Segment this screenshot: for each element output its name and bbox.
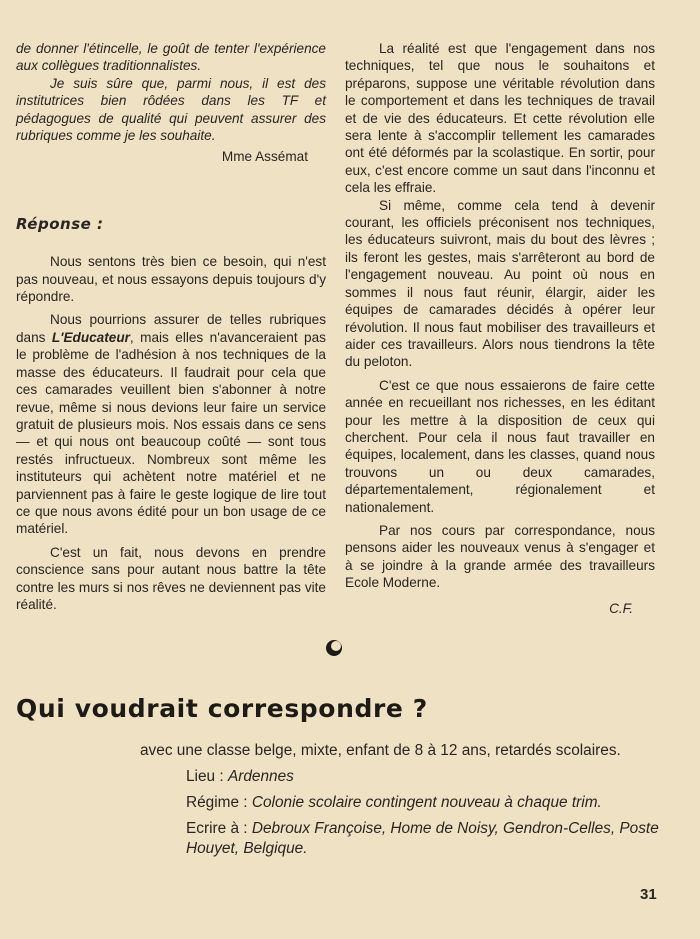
right-paragraph-2: Si même, comme cela tend à devenir courant, les officiels préconisent nos techniques, les éducateurs suivront, mais du bout des lèvres ; ils feront les gestes, mais s'arrêteront au bord de l'engagement nouveau. Au point où nous en sommes il nous faut réunir, élargir, aider les équipes de camarades décidés à opérer leur révolution. Il nous faut mobiliser des travailleurs et aider ces travailleurs. Alors nous tiendrons la tête du peloton. (345, 197, 655, 370)
right-paragraph-3: C'est ce que nous essaierons de faire cette année en recueillant nos richesses, en les éditant pour les mettre à la disposition de ceux qui cherchent. Pour cela il nous faut travailler en équipes, localement, dans les classes, quand nous trouvons un ou deux camarades, départementalement, régionalement et nationalement. (345, 377, 655, 515)
author-initials: C.F. (609, 600, 633, 616)
journal-title: L'Educateur (51, 329, 130, 345)
p4-pre: Nous pourrions assurer de telles rubriques dans (16, 312, 326, 345)
regime-value: Colonie scolaire contingent nouveau à chaque trim. (251, 794, 602, 811)
regime-label: Régime : (186, 794, 252, 811)
left-paragraph-2: Je suis sûre que, parmi nous, il est des institutrices bien rôdées dans les TF et pédagogues de qualité qui peuvent assurer des rubriques comme je les souhaite. (16, 75, 326, 144)
left-paragraph-3: Nous sentons très bien ce besoin, qui n'est pas nouveau, et nous essayons depuis toujours d'y répondre. (16, 254, 326, 305)
left-paragraph-5: C'est un fait, nous devons en prendre conscience sans pour autant nous battre la tête contre les murs si nos rêves ne deviennent pas vite réalité. (16, 544, 326, 612)
left-paragraph-4 (16, 311, 326, 537)
left-column (16, 40, 326, 613)
notice-title: Qui voudrait correspondre ? (16, 694, 428, 723)
ecrire-value: Debroux Françoise, Home de Noisy, Gendron-Celles, Poste Houyet, Belgique. (186, 820, 659, 857)
right-paragraph-1: La réalité est que l'engagement dans nos techniques, tel que nous le souhaitons et préparons, suppose une véritable révolution dans le comportement et dans les techniques de travail et de vie des éducateurs. Et cette révolution elle sera lente à s'accomplir tellement les camarades ont été déformés par la scolastique. En sortir, pour eux, c'est encore comme un saut dans l'inconnu et cela les effraie. (345, 41, 655, 196)
left-paragraph-1: de donner l'étincelle, le goût de tenter l'expérience aux collègues traditionnalistes. (16, 41, 326, 74)
letter-signature: Mme Assémat (221, 149, 308, 165)
right-paragraph-4: Par nos cours par correspondance, nous pensons aider les nouveaux venus à s'engager et à se joindre à la grande armée des travailleurs Ecole Moderne. (345, 522, 655, 591)
notice-intro: avec une classe belge, mixte, enfant de 8 à 12 ans, retardés scolaires. (140, 742, 621, 759)
response-heading: Réponse : (16, 214, 104, 233)
notice-address (140, 819, 660, 859)
lieu-label: Lieu : (186, 768, 228, 785)
notice-regime (140, 793, 660, 813)
notice-body (140, 741, 660, 859)
ecrire-label: Ecrire à : (186, 820, 252, 837)
lieu-value: Ardennes (227, 768, 294, 785)
p4-post: , mais elles n'avanceraient pas le problème de l'adhésion à nos techniques de la masse des éducateurs. Il faudrait pour cela que ces camarades veuillent bien s'abonner à notre revue, même si nous devions leur faire un service gratuit de plusieurs mois. Nos essais dans ce sens — et qui nous ont beaucoup coûté — sont tous restés infructueux. Nombreux sont même les instituteurs qui achètent notre matériel et ne parviennent pas à faire le geste logique de lire tout ce que nous avons édité pour un bon usage de ce matériel. (16, 329, 326, 537)
page-number: 31 (640, 886, 657, 903)
crescent-ornament-icon (325, 639, 343, 657)
right-column (345, 40, 655, 617)
notice-lieu (140, 767, 660, 787)
